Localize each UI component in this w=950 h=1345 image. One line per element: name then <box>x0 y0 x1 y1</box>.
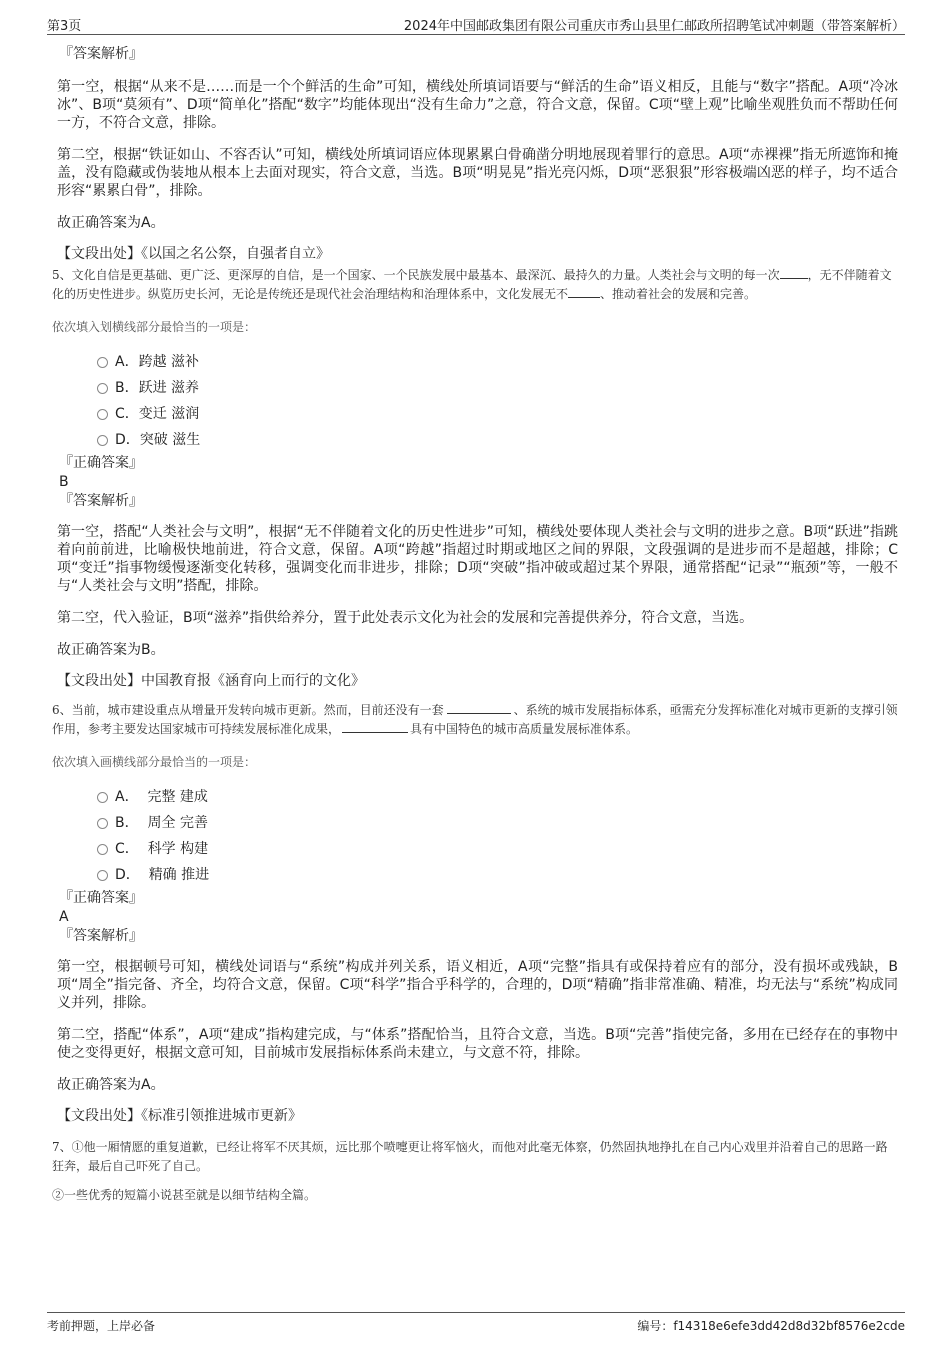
analysis-paragraph: 第二空，根据“铁证如山、不容否认”可知，横线处所填词语应体现累累白骨确凿分明地展现着罪行的意思。A项“赤裸裸”指无所遮饰和掩盖，没有隐藏或伪装地从根本上去面对现实，符合文意，当选。B项“明晃晃”指光亮闪烁，D项“恶狠狠”形容极端凶恶的样子，均不适合形容“累累白骨”，排除。 <box>57 147 898 199</box>
blank-2 <box>568 285 600 298</box>
question-prompt: 依次填入划横线部分最恰当的一项是： <box>52 320 257 334</box>
analysis-paragraph: 第二空，搭配“体系”，A项“建成”指构建完成，与“体系”搭配恰当，且符合文意，当选。B项“完善”指使完备，多用在已经存在的事物中使之变得更好，根据文意可知，目前城市发展指标体系尚未建立，与文意不符，排除。 <box>57 1027 898 1061</box>
page-header <box>47 12 905 35</box>
question-6-text: 6、当前，城市建设重点从增量开发转向城市更新。然而，目前还没有一套 、系统的城市发展指标体系，亟需充分发挥标准化对城市更新的支撑引领作用，参考主要发达国家城市可持续发展标准化成果， 具有中国特色的城市高质量发展标准体系。 <box>52 703 898 736</box>
page-number: 第3页 <box>47 19 82 34</box>
question-7-statement: ②一些优秀的短篇小说甚至就是以细节结构全篇。 <box>52 1188 317 1202</box>
option-c[interactable]: C． 科学 构建 <box>57 836 898 862</box>
correct-answer-tag: 『正确答案』 <box>59 455 143 471</box>
question-prompt: 依次填入画横线部分最恰当的一项是： <box>52 755 257 769</box>
blank-1 <box>447 701 511 714</box>
analysis-tag: 『答案解析』 <box>59 493 143 509</box>
correct-answer: B <box>59 474 69 490</box>
analysis-paragraph: 第二空，代入验证，B项“滋养”指供给养分，置于此处表示文化为社会的发展和完善提供养分，符合文意，当选。 <box>57 610 754 626</box>
option-a[interactable]: A． 完整 建成 <box>57 784 898 810</box>
option-b[interactable]: B． 周全 完善 <box>57 810 898 836</box>
radio-button[interactable] <box>97 435 108 446</box>
radio-button[interactable] <box>97 844 108 855</box>
document-body <box>52 44 898 1205</box>
radio-button[interactable] <box>97 818 108 829</box>
radio-button[interactable] <box>97 357 108 368</box>
question-5-text: 5、文化自信是更基础、更广泛、更深厚的自信，是一个国家、一个民族发展中最基本、最深沉、最持久的力量。人类社会与文明的每一次 ，无不伴随着文化的历史性进步。纵览历史长河，无论是传统还是现代社会治理结构和治理体系中，文化发展无不 、推动着社会的发展和完善。 <box>52 268 892 301</box>
option-c[interactable]: C．变迁 滋润 <box>57 401 898 427</box>
correct-answer-tag: 『正确答案』 <box>59 890 143 906</box>
analysis-tag: 『答案解析』 <box>59 46 143 62</box>
passage-source: 【文段出处】《以国之名公祭，自强者自立》 <box>57 246 330 262</box>
option-d[interactable]: D． 精确 推进 <box>57 862 898 888</box>
passage-source: 【文段出处】中国教育报《涵育向上而行的文化》 <box>57 673 365 689</box>
radio-button[interactable] <box>97 792 108 803</box>
radio-button[interactable] <box>97 409 108 420</box>
answer-conclusion: 故正确答案为A。 <box>57 1077 165 1093</box>
footer-slogan: 考前押题，上岸必备 <box>47 1319 156 1333</box>
radio-button[interactable] <box>97 383 108 394</box>
answer-conclusion: 故正确答案为A。 <box>57 215 165 231</box>
document-title: 2024年中国邮政集团有限公司重庆市秀山县里仁邮政所招聘笔试冲刺题（带答案解析） <box>403 19 905 34</box>
analysis-tag: 『答案解析』 <box>59 928 143 944</box>
correct-answer: A <box>59 909 69 925</box>
document-id: 编号：f14318e6efe3dd42d8d32bf8576e2cde <box>637 1319 905 1333</box>
answer-conclusion: 故正确答案为B。 <box>57 642 165 658</box>
option-b[interactable]: B．跃进 滋养 <box>57 375 898 401</box>
analysis-paragraph: 第一空，搭配“人类社会与文明”，根据“无不伴随着文化的历史性进步”可知，横线处要体现人类社会与文明的进步之意。B项“跃进”指跳着向前前进，比喻极快地前进，符合文意，保留。A项“跨越”指超过时期或地区之间的界限，文段强调的是进步而不是超越，排除；C项“变迁”指事物缓慢逐渐变化转移，强调变化而非进步，排除；D项“突破”指冲破或超过某个界限，通常搭配“记录”“瓶颈”等，一般不与“人类社会与文明”搭配，排除。 <box>57 524 898 594</box>
analysis-paragraph: 第一空，根据顿号可知，横线处词语与“系统”构成并列关系，语义相近，A项“完整”指具有或保持着应有的部分，没有损坏或残缺，B项“周全”指完备、齐全，均符合文意，保留。C项“科学”指合乎科学的，合理的，D项“精确”指非常准确、精准，均无法与“系统”构成同义并列，排除。 <box>57 959 898 1011</box>
blank-2 <box>342 720 408 733</box>
question-7-text: 7、①他一厢情愿的重复道歉，已经让将军不厌其烦，远比那个喷嚏更让将军恼火，而他对此毫无体察，仍然固执地挣扎在自己内心戏里并沿着自己的思路一路狂奔，最后自己吓死了自己。 <box>52 1140 888 1173</box>
passage-source: 【文段出处】《标准引领推进城市更新》 <box>57 1108 302 1124</box>
option-d[interactable]: D．突破 滋生 <box>57 427 898 453</box>
blank-1 <box>780 266 804 279</box>
analysis-paragraph: 第一空，根据“从来不是……而是一个个鲜活的生命”可知，横线处所填词语要与“鲜活的生命”语义相反，且能与“数字”搭配。A项“冷冰冰”、B项“莫须有”、D项“简单化”搭配“数字”均能体现出“没有生命力”之意，符合文意，保留。C项“壁上观”比喻坐观胜负而不帮助任何一方，不符合文意，排除。 <box>57 79 898 131</box>
option-a[interactable]: A．跨越 滋补 <box>57 349 898 375</box>
radio-button[interactable] <box>97 870 108 881</box>
page-footer <box>47 1312 905 1335</box>
